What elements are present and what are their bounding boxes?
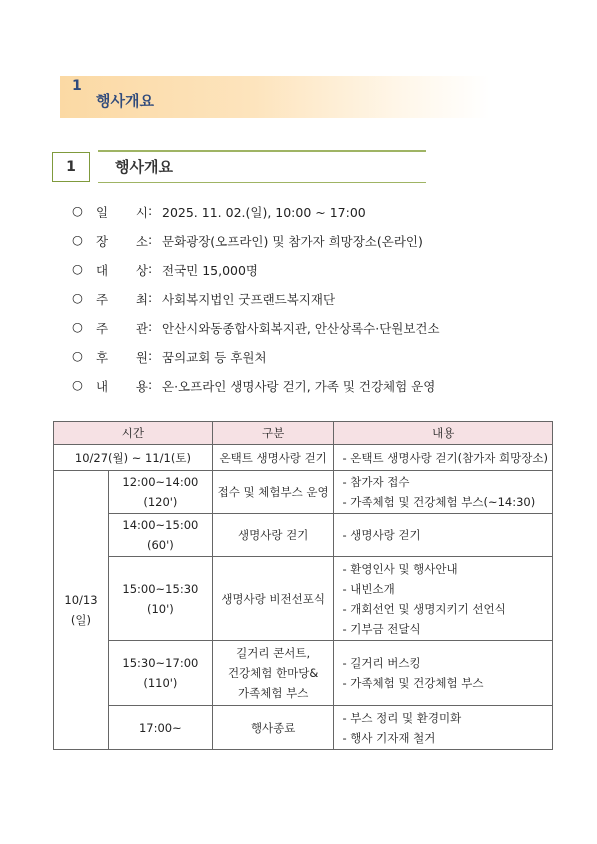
content-cell bbox=[334, 471, 553, 514]
content-item: - 가족체험 및 건강체험 부스(~14:30) bbox=[342, 495, 536, 509]
table-row bbox=[54, 557, 553, 641]
info-label bbox=[96, 261, 148, 279]
online-category: 온택트 생명사랑 걷기 bbox=[212, 445, 334, 471]
info-value: 사회복지법인 굿프랜드복지재단 bbox=[162, 292, 336, 307]
info-row-content bbox=[72, 377, 440, 406]
info-label bbox=[96, 290, 148, 308]
content-item: - 참가자 접수 bbox=[342, 475, 410, 489]
content-cell bbox=[334, 557, 553, 641]
info-label bbox=[96, 232, 148, 250]
category-text: 가족체험 부스 bbox=[238, 686, 309, 700]
info-label bbox=[96, 319, 148, 337]
chapter-title: 행사개요 bbox=[96, 92, 154, 110]
time-cell bbox=[108, 641, 212, 706]
day-date: 10/13 bbox=[64, 593, 98, 607]
online-time: 10/27(월) ~ 11/1(토) bbox=[54, 445, 213, 471]
info-label-char: 최 bbox=[135, 292, 148, 307]
info-label bbox=[96, 377, 148, 395]
header-time: 시간 bbox=[54, 422, 213, 445]
info-colon: : bbox=[148, 261, 153, 276]
section-rule-top bbox=[98, 150, 426, 152]
table-row bbox=[54, 641, 553, 706]
info-row-date bbox=[72, 203, 440, 232]
category-text: 접수 및 체험부스 운영 bbox=[217, 485, 329, 499]
table-row bbox=[54, 514, 553, 557]
info-value: 전국민 15,000명 bbox=[162, 263, 259, 278]
time-duration: (120') bbox=[143, 495, 178, 509]
info-label-char: 주 bbox=[96, 321, 109, 336]
category-text: 생명사랑 걷기 bbox=[238, 528, 309, 542]
time-range: 17:00~ bbox=[138, 720, 182, 735]
content-cell bbox=[334, 641, 553, 706]
info-label-char: 관 bbox=[135, 321, 148, 336]
category-cell bbox=[212, 514, 334, 557]
schedule-table bbox=[53, 421, 553, 750]
table-header-row bbox=[54, 422, 553, 445]
info-label-char: 상 bbox=[135, 263, 148, 278]
info-label-char: 일 bbox=[96, 205, 109, 220]
online-content: - 온택트 생명사랑 걷기(참가자 희망장소) bbox=[334, 445, 553, 471]
info-value: 온·오프라인 생명사랑 걷기, 가족 및 건강체험 운영 bbox=[162, 379, 436, 394]
content-item: - 길거리 버스킹 bbox=[342, 656, 421, 670]
chapter-number: 1 bbox=[72, 78, 82, 94]
content-item: - 행사 기자재 철거 bbox=[342, 730, 436, 745]
info-value: 2025. 11. 02.(일), 10:00 ~ 17:00 bbox=[162, 205, 366, 220]
category-text: 행사종료 bbox=[250, 720, 296, 735]
table-row-online bbox=[54, 445, 553, 471]
category-cell bbox=[212, 706, 334, 750]
info-label-char: 대 bbox=[96, 263, 109, 278]
time-range: 12:00~14:00 bbox=[122, 475, 199, 489]
section-title: 행사개요 bbox=[115, 158, 173, 176]
info-colon: : bbox=[148, 232, 153, 247]
content-cell bbox=[334, 514, 553, 557]
content-item: - 개회선언 및 생명지키기 선언식 bbox=[342, 601, 506, 616]
content-cell bbox=[334, 706, 553, 750]
content-item: - 가족체험 및 건강체험 부스 bbox=[342, 676, 484, 690]
category-text: 생명사랑 비전선포식 bbox=[221, 591, 325, 606]
bullet-icon: ○ bbox=[72, 203, 83, 218]
time-duration: (10') bbox=[146, 601, 174, 616]
category-text: 건강체험 한마당& bbox=[227, 666, 319, 680]
category-text: 길거리 콘서트, bbox=[236, 646, 311, 660]
bullet-icon: ○ bbox=[72, 232, 83, 247]
category-cell bbox=[212, 641, 334, 706]
info-colon: : bbox=[148, 319, 153, 334]
info-colon: : bbox=[148, 203, 153, 218]
category-cell bbox=[212, 471, 334, 514]
info-label-char: 장 bbox=[96, 234, 109, 249]
info-colon: : bbox=[148, 348, 153, 363]
day-weekday: (일) bbox=[70, 613, 91, 627]
section-number: 1 bbox=[52, 152, 90, 182]
section-rule-bottom bbox=[98, 182, 426, 183]
time-range: 15:30~17:00 bbox=[122, 656, 199, 670]
info-row-sponsor bbox=[72, 348, 440, 377]
time-range: 14:00~15:00 bbox=[122, 518, 199, 532]
info-label-char: 내 bbox=[96, 379, 109, 394]
time-range: 15:00~15:30 bbox=[122, 581, 199, 596]
info-label bbox=[96, 203, 148, 221]
info-row-organizer bbox=[72, 319, 440, 348]
info-label bbox=[96, 348, 148, 366]
content-item: - 환영인사 및 행사안내 bbox=[342, 561, 458, 576]
header-category: 구분 bbox=[212, 422, 334, 445]
table-row bbox=[54, 706, 553, 750]
bullet-icon: ○ bbox=[72, 348, 83, 363]
info-row-host bbox=[72, 290, 440, 319]
info-label-char: 소 bbox=[135, 234, 148, 249]
info-row-place bbox=[72, 232, 440, 261]
info-value: 꿈의교회 등 후원처 bbox=[162, 350, 267, 365]
info-value: 안산시와동종합사회복지관, 안산상록수·단원보건소 bbox=[162, 321, 440, 336]
info-row-target bbox=[72, 261, 440, 290]
time-duration: (110') bbox=[143, 676, 178, 690]
content-item: - 기부금 전달식 bbox=[342, 621, 421, 636]
time-cell bbox=[108, 471, 212, 514]
info-label-char: 시 bbox=[135, 205, 148, 220]
content-item: - 생명사랑 걷기 bbox=[342, 528, 421, 542]
bullet-icon: ○ bbox=[72, 319, 83, 334]
bullet-icon: ○ bbox=[72, 261, 83, 276]
day-cell bbox=[54, 471, 109, 750]
event-info-list bbox=[72, 203, 440, 406]
time-cell bbox=[108, 706, 212, 750]
bullet-icon: ○ bbox=[72, 290, 83, 305]
info-value: 문화광장(오프라인) 및 참가자 희망장소(온라인) bbox=[162, 234, 423, 249]
time-cell bbox=[108, 557, 212, 641]
content-item: - 부스 정리 및 환경미화 bbox=[342, 710, 462, 725]
header-content: 내용 bbox=[334, 422, 553, 445]
time-duration: (60') bbox=[146, 538, 174, 552]
content-item: - 내빈소개 bbox=[342, 581, 395, 596]
info-label-char: 주 bbox=[96, 292, 109, 307]
info-label-char: 원 bbox=[135, 350, 148, 365]
info-colon: : bbox=[148, 377, 153, 392]
info-label-char: 후 bbox=[96, 350, 109, 365]
time-cell bbox=[108, 514, 212, 557]
info-label-char: 용 bbox=[135, 379, 148, 394]
bullet-icon: ○ bbox=[72, 377, 83, 392]
category-cell bbox=[212, 557, 334, 641]
info-colon: : bbox=[148, 290, 153, 305]
table-row bbox=[54, 471, 553, 514]
